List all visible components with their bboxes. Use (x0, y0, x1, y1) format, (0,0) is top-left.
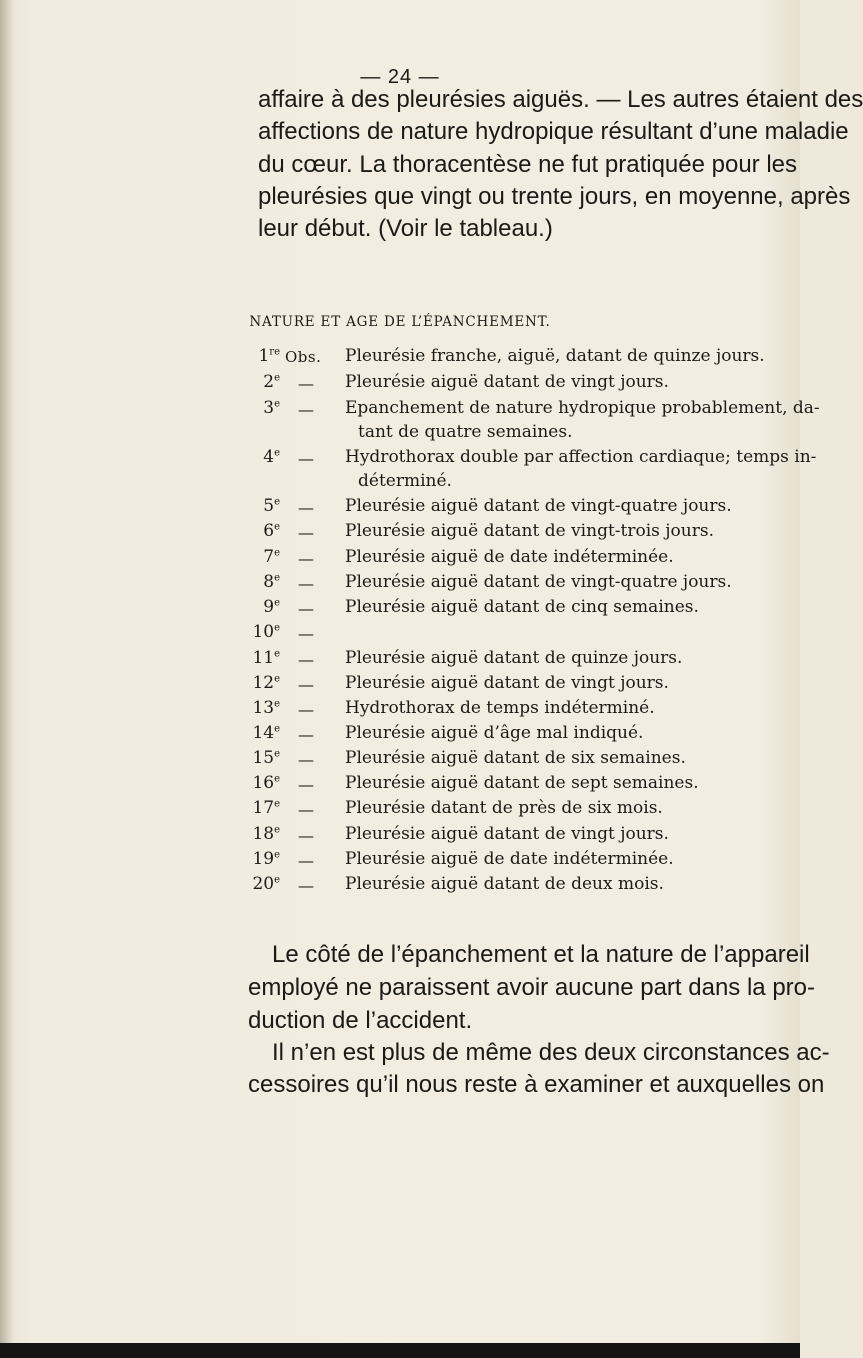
observation-number (252, 398, 280, 418)
ditto-dash: — (298, 725, 315, 744)
ordinal-suffix: e (274, 849, 280, 861)
observation-description: Pleurésie datant de près de six mois. (345, 798, 663, 818)
observation-number-value: 8 (263, 572, 275, 592)
page-number-header: — 24 — (360, 66, 440, 88)
obs-label: Obs. (285, 348, 322, 366)
observation-number-value: 20 (252, 874, 275, 894)
observation-number-value: 2 (263, 372, 275, 392)
observation-number-value: 4 (263, 447, 275, 467)
ordinal-suffix: e (274, 824, 280, 836)
observation-description: Pleurésie aiguë datant de vingt-quatre jours. (345, 496, 732, 516)
ordinal-suffix: e (274, 372, 280, 384)
intro-line: affaire à des pleurésies aiguës. — Les autres étaient des (258, 86, 863, 113)
observation-description: Pleurésie franche, aiguë, datant de quinze jours. (345, 346, 765, 366)
observation-description: Pleurésie aiguë datant de vingt-quatre jours. (345, 572, 732, 592)
ditto-dash: — (298, 624, 315, 643)
observation-number-value: 7 (263, 547, 275, 567)
ditto-dash: — (298, 876, 315, 895)
observation-description: Pleurésie aiguë datant de six semaines. (345, 748, 686, 768)
observation-number (252, 698, 280, 718)
ordinal-suffix: e (274, 874, 280, 886)
ordinal-suffix: e (274, 673, 280, 685)
closing-line: Le côté de l’épanchement et la nature de l’appareil (272, 941, 810, 968)
ordinal-suffix: e (274, 773, 280, 785)
ordinal-suffix: e (274, 447, 280, 459)
observation-description: Hydrothorax double par affection cardiaque; temps in- (345, 447, 817, 467)
observation-number (252, 748, 280, 768)
observation-number-value: 9 (263, 597, 275, 617)
observation-description: Pleurésie aiguë datant de deux mois. (345, 874, 664, 894)
ditto-dash: — (298, 750, 315, 769)
observation-description: Pleurésie aiguë datant de vingt jours. (345, 673, 669, 693)
observation-number (252, 622, 280, 642)
ditto-dash: — (298, 800, 315, 819)
observation-description: Epanchement de nature hydropique probablement, da- (345, 398, 820, 418)
closing-line: cessoires qu’il nous reste à examiner et auxquelles on (248, 1071, 825, 1098)
closing-line: Il n’en est plus de même des deux circonstances ac- (272, 1039, 830, 1066)
observation-description: Pleurésie aiguë de date indéterminée. (345, 547, 674, 567)
observation-number (252, 673, 280, 693)
ditto-dash: — (298, 851, 315, 870)
intro-line: affections de nature hydropique résultant d’une maladie (258, 118, 849, 145)
observation-description: Pleurésie aiguë d’âge mal indiqué. (345, 723, 644, 743)
ditto-dash: — (298, 700, 315, 719)
observation-description: Pleurésie aiguë datant de cinq semaines. (345, 597, 699, 617)
observation-description: Pleurésie aiguë datant de quinze jours. (345, 648, 683, 668)
ordinal-suffix: e (274, 723, 280, 735)
ditto-dash: — (298, 400, 315, 419)
ditto-dash: — (298, 650, 315, 669)
ordinal-suffix: re (269, 346, 280, 358)
ordinal-suffix: e (274, 622, 280, 634)
observation-number-value: 6 (263, 521, 275, 541)
ditto-dash: — (298, 523, 315, 542)
observation-number (252, 798, 280, 818)
observation-number-value: 1 (258, 346, 270, 366)
ditto-dash: — (298, 826, 315, 845)
ordinal-suffix: e (274, 572, 280, 584)
page-gutter-shadow (0, 0, 14, 1358)
observation-number (252, 723, 280, 743)
ordinal-suffix: e (274, 698, 280, 710)
observation-number-value: 16 (252, 773, 275, 793)
ditto-dash: — (298, 549, 315, 568)
table-title: NATURE ET AGE DE L’ÉPANCHEMENT. (249, 314, 551, 330)
intro-line: pleurésies que vingt ou trente jours, en moyenne, après (258, 183, 851, 210)
scan-bottom-border (0, 1343, 800, 1358)
intro-line: du cœur. La thoracentèse ne fut pratiquée pour les (258, 151, 798, 178)
closing-line: duction de l’accident. (248, 1007, 473, 1034)
ordinal-suffix: e (274, 496, 280, 508)
observation-number-value: 3 (263, 398, 275, 418)
ordinal-suffix: e (274, 748, 280, 760)
ordinal-suffix: e (274, 547, 280, 559)
observation-number (252, 346, 280, 366)
closing-line: employé ne paraissent avoir aucune part dans la pro- (248, 974, 815, 1001)
observation-description: tant de quatre semaines. (358, 422, 573, 442)
observation-number (252, 572, 280, 592)
observation-number-value: 17 (252, 798, 275, 818)
observation-number (252, 874, 280, 894)
observation-number-value: 12 (252, 673, 275, 693)
observation-number (252, 824, 280, 844)
observation-number (252, 849, 280, 869)
observation-number (252, 547, 280, 567)
observation-number (252, 521, 280, 541)
observation-number-value: 14 (252, 723, 275, 743)
observation-number-value: 13 (252, 698, 275, 718)
ditto-dash: — (298, 498, 315, 517)
ordinal-suffix: e (274, 398, 280, 410)
ditto-dash: — (298, 599, 315, 618)
ordinal-suffix: e (274, 648, 280, 660)
observation-number (252, 773, 280, 793)
observation-description: Hydrothorax de temps indéterminé. (345, 698, 655, 718)
observation-number (252, 648, 280, 668)
observation-number (252, 597, 280, 617)
observation-number-value: 15 (252, 748, 275, 768)
observation-description: Pleurésie aiguë datant de sept semaines. (345, 773, 699, 793)
observation-description: Pleurésie aiguë datant de vingt jours. (345, 372, 669, 392)
ditto-dash: — (298, 374, 315, 393)
intro-line: leur début. (Voir le tableau.) (258, 215, 553, 242)
observation-number (252, 372, 280, 392)
observation-number-value: 19 (252, 849, 275, 869)
ditto-dash: — (298, 675, 315, 694)
ditto-dash: — (298, 449, 315, 468)
ditto-dash: — (298, 574, 315, 593)
observation-description: Pleurésie aiguë datant de vingt-trois jours. (345, 521, 714, 541)
ordinal-suffix: e (274, 521, 280, 533)
observation-number-value: 10 (252, 622, 275, 642)
observation-number-value: 11 (252, 648, 275, 668)
observation-number (252, 496, 280, 516)
ordinal-suffix: e (274, 798, 280, 810)
observation-description: déterminé. (358, 471, 452, 491)
ordinal-suffix: e (274, 597, 280, 609)
observation-description: Pleurésie aiguë de date indéterminée. (345, 849, 674, 869)
observation-description: Pleurésie aiguë datant de vingt jours. (345, 824, 669, 844)
observation-number-value: 18 (252, 824, 275, 844)
ditto-dash: — (298, 775, 315, 794)
observation-number-value: 5 (263, 496, 275, 516)
observation-number (252, 447, 280, 467)
